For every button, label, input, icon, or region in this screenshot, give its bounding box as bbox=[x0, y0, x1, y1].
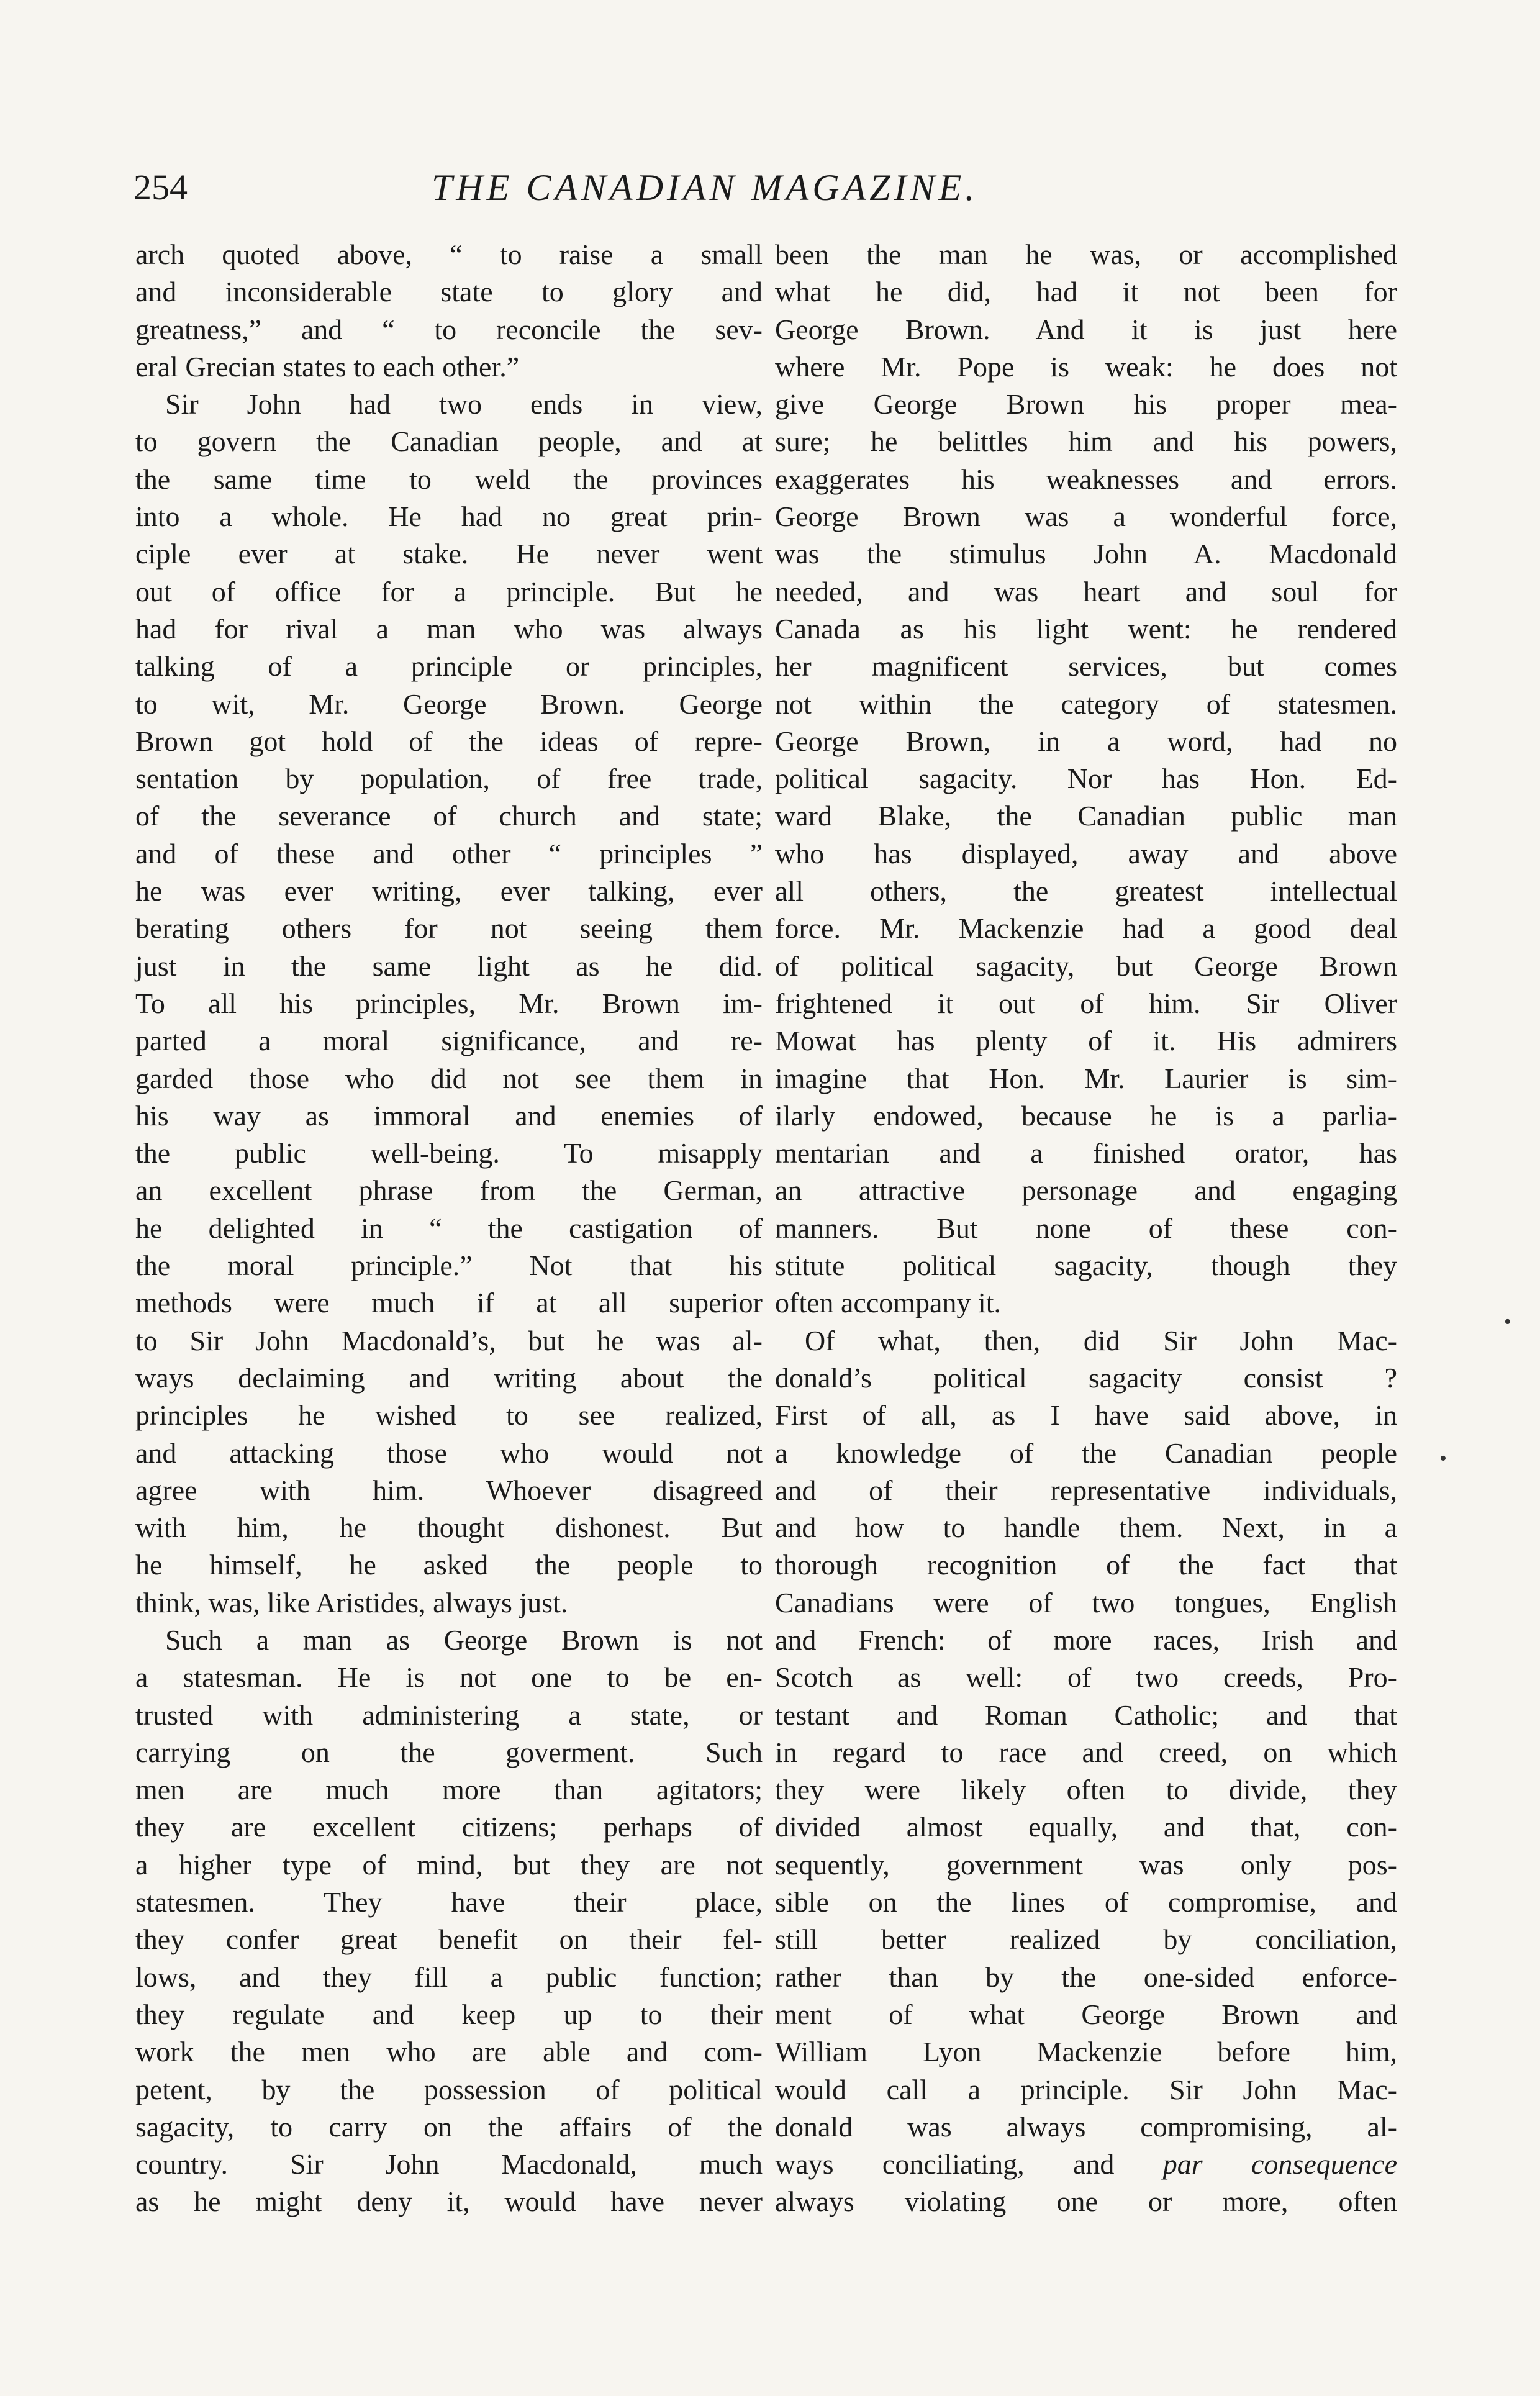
line-text: and of these and other “ principles ” bbox=[135, 837, 763, 869]
text-line bbox=[775, 386, 1397, 423]
line-text: sure; he belittles him and his powers, bbox=[775, 425, 1397, 458]
italic-phrase: par consequence bbox=[1162, 2148, 1397, 2180]
line-text: and attacking those who would not bbox=[135, 1436, 763, 1469]
text-line bbox=[775, 2108, 1397, 2146]
text-line bbox=[135, 2108, 763, 2146]
text-line bbox=[775, 573, 1397, 610]
line-text: donald was always compromising, al- bbox=[775, 2110, 1397, 2143]
line-text: out of office for a principle. But he bbox=[135, 575, 763, 607]
line-text: they confer great benefit on their fel- bbox=[135, 1923, 763, 1956]
line-text: arch quoted above, “ to raise a small bbox=[135, 238, 763, 270]
running-title: THE CANADIAN MAGAZINE. bbox=[432, 167, 979, 208]
text-line bbox=[135, 686, 763, 723]
text-line bbox=[775, 498, 1397, 535]
text-line bbox=[775, 461, 1397, 498]
text-line bbox=[135, 386, 763, 423]
line-text: statesmen. They have their place, bbox=[135, 1886, 763, 1918]
line-text: often accompany it. bbox=[775, 1287, 1002, 1319]
line-text: First of all, as I have said above, in bbox=[775, 1399, 1397, 1432]
text-line bbox=[775, 1622, 1397, 1659]
right-text-column bbox=[775, 236, 1397, 2221]
line-text: was the stimulus John A. Macdonald bbox=[775, 538, 1397, 570]
text-line bbox=[135, 535, 763, 573]
text-line bbox=[775, 1697, 1397, 1734]
text-line bbox=[135, 1509, 763, 1546]
text-line bbox=[775, 2183, 1397, 2220]
line-text: Such a man as George Brown is not bbox=[165, 1623, 763, 1656]
text-line bbox=[775, 311, 1397, 348]
text-line bbox=[775, 1884, 1397, 1921]
line-text: just in the same light as he did. bbox=[135, 950, 763, 982]
line-text: ciple ever at stake. He never went bbox=[135, 538, 763, 570]
text-line bbox=[135, 1097, 763, 1135]
text-line bbox=[135, 797, 763, 835]
line-text: a statesman. He is not one to be en- bbox=[135, 1661, 763, 1694]
text-line bbox=[775, 1097, 1397, 1135]
text-line bbox=[135, 760, 763, 797]
text-line bbox=[775, 1060, 1397, 1097]
text-line bbox=[135, 1022, 763, 1060]
line-text: an attractive personage and engaging bbox=[775, 1174, 1397, 1207]
text-line bbox=[135, 1959, 763, 1996]
text-line bbox=[775, 1509, 1397, 1546]
line-text: ilarly endowed, because he is a parlia- bbox=[775, 1099, 1397, 1132]
text-line bbox=[135, 1921, 763, 1958]
text-line bbox=[775, 2146, 1397, 2183]
text-line bbox=[135, 1771, 763, 1808]
line-text: they were likely often to divide, they bbox=[775, 1774, 1397, 1806]
text-line bbox=[775, 760, 1397, 797]
line-text: in regard to race and creed, on which bbox=[775, 1736, 1397, 1768]
left-text-column bbox=[135, 236, 763, 2221]
text-line bbox=[135, 2071, 763, 2108]
line-text: frightened it out of him. Sir Oliver bbox=[775, 987, 1397, 1019]
line-text: Canadians were of two tongues, English bbox=[775, 1586, 1397, 1618]
text-line bbox=[775, 2071, 1397, 2108]
line-text: William Lyon Mackenzie before him, bbox=[775, 2036, 1397, 2068]
line-text: stitute political sagacity, though they bbox=[775, 1250, 1397, 1282]
margin-mark: • bbox=[1504, 1310, 1511, 1333]
line-text: all others, the greatest intellectual bbox=[775, 875, 1397, 907]
text-line bbox=[135, 1584, 763, 1622]
line-text: ways declaiming and writing about the bbox=[135, 1361, 763, 1394]
line-text: an excellent phrase from the German, bbox=[135, 1174, 763, 1207]
text-line bbox=[775, 1397, 1397, 1434]
text-line bbox=[135, 311, 763, 348]
text-line bbox=[135, 1397, 763, 1434]
line-text: would call a principle. Sir John Mac- bbox=[775, 2073, 1397, 2105]
text-line bbox=[775, 1808, 1397, 1846]
line-text: donald’s political sagacity consist ? bbox=[775, 1361, 1397, 1394]
text-line bbox=[775, 423, 1397, 460]
text-line bbox=[135, 1884, 763, 1921]
text-line bbox=[775, 1921, 1397, 1958]
page-header bbox=[134, 166, 1375, 216]
line-text: as he might deny it, would have never bbox=[135, 2185, 763, 2218]
margin-mark: • bbox=[1439, 1447, 1447, 1470]
text-line bbox=[775, 723, 1397, 760]
text-line bbox=[775, 1284, 1397, 1322]
line-text: imagine that Hon. Mr. Laurier is sim- bbox=[775, 1062, 1397, 1094]
line-text: to wit, Mr. George Brown. George bbox=[135, 687, 763, 720]
line-text: berating others for not seeing them bbox=[135, 912, 763, 945]
line-text: George Brown was a wonderful force, bbox=[775, 501, 1397, 533]
text-line bbox=[135, 985, 763, 1022]
line-text: ways conciliating, and bbox=[775, 2148, 1115, 2180]
text-line bbox=[775, 1359, 1397, 1397]
text-line bbox=[135, 1808, 763, 1846]
line-text: Mowat has plenty of it. His admirers bbox=[775, 1025, 1397, 1057]
line-text: into a whole. He had no great prin- bbox=[135, 501, 763, 533]
line-text: ward Blake, the Canadian public man bbox=[775, 800, 1397, 832]
line-text: needed, and was heart and soul for bbox=[775, 575, 1397, 607]
line-text: and of their representative individuals, bbox=[775, 1474, 1397, 1506]
line-text: testant and Roman Catholic; and that bbox=[775, 1699, 1397, 1731]
line-text: not within the category of statesmen. bbox=[775, 687, 1397, 720]
text-line bbox=[775, 686, 1397, 723]
line-text: where Mr. Pope is weak: he does not bbox=[775, 350, 1397, 383]
text-line bbox=[775, 348, 1397, 386]
line-text: a higher type of mind, but they are not bbox=[135, 1848, 763, 1881]
line-text: methods were much if at all superior bbox=[135, 1287, 763, 1319]
line-text: been the man he was, or accomplished bbox=[775, 238, 1397, 270]
text-line bbox=[135, 835, 763, 873]
text-line bbox=[775, 1734, 1397, 1771]
text-line bbox=[135, 423, 763, 460]
line-text: eral Grecian states to each other.” bbox=[135, 350, 520, 383]
line-text: he delighted in “ the castigation of bbox=[135, 1212, 763, 1244]
text-line bbox=[135, 1322, 763, 1359]
text-line bbox=[135, 1284, 763, 1322]
text-line bbox=[775, 985, 1397, 1022]
line-text: lows, and they fill a public function; bbox=[135, 1961, 763, 1993]
text-line bbox=[775, 1584, 1397, 1622]
line-text: country. Sir John Macdonald, much bbox=[135, 2148, 763, 2180]
text-line bbox=[135, 348, 763, 386]
text-line bbox=[135, 1435, 763, 1472]
text-line bbox=[135, 2183, 763, 2220]
line-text: greatness,” and “ to reconcile the sev- bbox=[135, 313, 763, 345]
text-line bbox=[135, 948, 763, 985]
text-line bbox=[775, 1472, 1397, 1509]
text-line bbox=[135, 1697, 763, 1734]
text-line bbox=[135, 1060, 763, 1097]
line-text: ment of what George Brown and bbox=[775, 1998, 1397, 2030]
text-line bbox=[775, 835, 1397, 873]
text-line bbox=[775, 1771, 1397, 1808]
line-text: Of what, then, did Sir John Mac- bbox=[805, 1324, 1397, 1356]
text-line bbox=[135, 1472, 763, 1509]
line-text: George Brown. And it is just here bbox=[775, 313, 1397, 345]
text-line bbox=[775, 1435, 1397, 1472]
line-text: exaggerates his weaknesses and errors. bbox=[775, 463, 1397, 495]
line-text: principles he wished to see realized, bbox=[135, 1399, 763, 1432]
text-line bbox=[135, 573, 763, 610]
line-text: sentation by population, of free trade, bbox=[135, 763, 763, 795]
line-text: a knowledge of the Canadian people bbox=[775, 1436, 1397, 1469]
text-line bbox=[135, 723, 763, 760]
line-text: trusted with administering a state, or bbox=[135, 1699, 763, 1731]
line-text: mentarian and a finished orator, has bbox=[775, 1137, 1397, 1169]
text-line bbox=[775, 1846, 1397, 1884]
line-text: to govern the Canadian people, and at bbox=[135, 425, 763, 458]
line-text: with him, he thought dishonest. But bbox=[135, 1512, 763, 1544]
text-line bbox=[135, 2146, 763, 2183]
text-line bbox=[135, 1135, 763, 1172]
text-line bbox=[775, 948, 1397, 985]
line-text: to Sir John Macdonald’s, but he was al- bbox=[135, 1324, 763, 1356]
text-line bbox=[135, 2033, 763, 2071]
text-line bbox=[775, 910, 1397, 947]
line-text: of the severance of church and state; bbox=[135, 800, 763, 832]
line-text: of political sagacity, but George Brown bbox=[775, 950, 1397, 982]
line-text: force. Mr. Mackenzie had a good deal bbox=[775, 912, 1397, 945]
text-line bbox=[775, 797, 1397, 835]
text-line bbox=[775, 535, 1397, 573]
text-line bbox=[135, 648, 763, 685]
text-line bbox=[135, 1546, 763, 1584]
text-line bbox=[135, 1172, 763, 1209]
text-line bbox=[775, 2033, 1397, 2071]
page-number: 254 bbox=[134, 167, 188, 207]
text-line bbox=[775, 1659, 1397, 1696]
text-line bbox=[775, 648, 1397, 685]
line-text: the public well-being. To misapply bbox=[135, 1137, 763, 1169]
text-line bbox=[775, 1022, 1397, 1060]
line-text: thorough recognition of the fact that bbox=[775, 1549, 1397, 1581]
line-text: political sagacity. Nor has Hon. Ed- bbox=[775, 763, 1397, 795]
line-text: rather than by the one-sided enforce- bbox=[775, 1961, 1397, 1993]
text-line bbox=[775, 1135, 1397, 1172]
text-line bbox=[135, 1247, 763, 1284]
line-text: manners. But none of these con- bbox=[775, 1212, 1397, 1244]
text-line bbox=[135, 236, 763, 273]
line-text: the same time to weld the provinces bbox=[135, 463, 763, 495]
line-text: what he did, had it not been for bbox=[775, 276, 1397, 308]
line-text: Sir John had two ends in view, bbox=[165, 388, 763, 420]
line-text: sible on the lines of compromise, and bbox=[775, 1886, 1397, 1918]
line-text: petent, by the possession of political bbox=[135, 2073, 763, 2105]
text-line bbox=[135, 1210, 763, 1247]
line-text: always violating one or more, often bbox=[775, 2185, 1397, 2218]
line-text: talking of a principle or principles, bbox=[135, 650, 763, 683]
text-line bbox=[135, 461, 763, 498]
text-line bbox=[135, 498, 763, 535]
line-text: think, was, like Aristides, always just. bbox=[135, 1586, 568, 1618]
line-text: had for rival a man who was always bbox=[135, 612, 763, 645]
text-line bbox=[775, 1210, 1397, 1247]
text-line bbox=[135, 1359, 763, 1397]
text-line bbox=[135, 873, 763, 910]
line-text: the moral principle.” Not that his bbox=[135, 1250, 763, 1282]
line-text: and French: of more races, Irish and bbox=[775, 1623, 1397, 1656]
line-text: they regulate and keep up to their bbox=[135, 1998, 763, 2030]
line-text: her magnificent services, but comes bbox=[775, 650, 1397, 683]
text-line bbox=[135, 610, 763, 648]
line-text: agree with him. Whoever disagreed bbox=[135, 1474, 763, 1506]
line-text: still better realized by conciliation, bbox=[775, 1923, 1397, 1956]
line-text: George Brown, in a word, had no bbox=[775, 725, 1397, 757]
text-line bbox=[775, 610, 1397, 648]
line-text: give George Brown his proper mea- bbox=[775, 388, 1397, 420]
line-text: parted a moral significance, and re- bbox=[135, 1025, 763, 1057]
line-text: garded those who did not see them in bbox=[135, 1062, 763, 1094]
line-text: his way as immoral and enemies of bbox=[135, 1099, 763, 1132]
text-line bbox=[775, 273, 1397, 311]
line-text: divided almost equally, and that, con- bbox=[775, 1811, 1397, 1843]
text-line bbox=[135, 1734, 763, 1771]
line-text: they are excellent citizens; perhaps of bbox=[135, 1811, 763, 1843]
text-line bbox=[775, 1322, 1397, 1359]
line-text: sequently, government was only pos- bbox=[775, 1848, 1397, 1881]
line-text: carrying on the goverment. Such bbox=[135, 1736, 763, 1768]
text-line bbox=[135, 273, 763, 311]
text-line bbox=[775, 236, 1397, 273]
text-line bbox=[775, 1247, 1397, 1284]
line-text: work the men who are able and com- bbox=[135, 2036, 763, 2068]
line-text: men are much more than agitators; bbox=[135, 1774, 763, 1806]
line-text: he was ever writing, ever talking, ever bbox=[135, 875, 763, 907]
line-text: To all his principles, Mr. Brown im- bbox=[135, 987, 763, 1019]
line-text: he himself, he asked the people to bbox=[135, 1549, 763, 1581]
text-line bbox=[135, 1659, 763, 1696]
line-text: Canada as his light went: he rendered bbox=[775, 612, 1397, 645]
line-text: who has displayed, away and above bbox=[775, 837, 1397, 869]
text-line bbox=[135, 910, 763, 947]
text-line bbox=[775, 1546, 1397, 1584]
line-text: and inconsiderable state to glory and bbox=[135, 276, 763, 308]
text-line bbox=[135, 1996, 763, 2033]
line-text: Scotch as well: of two creeds, Pro- bbox=[775, 1661, 1397, 1694]
text-line bbox=[775, 873, 1397, 910]
text-line bbox=[775, 1172, 1397, 1209]
text-line bbox=[775, 1959, 1397, 1996]
text-line bbox=[135, 1846, 763, 1884]
text-line bbox=[775, 1996, 1397, 2033]
line-text: sagacity, to carry on the affairs of the bbox=[135, 2110, 763, 2143]
line-text: and how to handle them. Next, in a bbox=[775, 1512, 1397, 1544]
line-text: Brown got hold of the ideas of repre- bbox=[135, 725, 763, 757]
text-line bbox=[135, 1622, 763, 1659]
